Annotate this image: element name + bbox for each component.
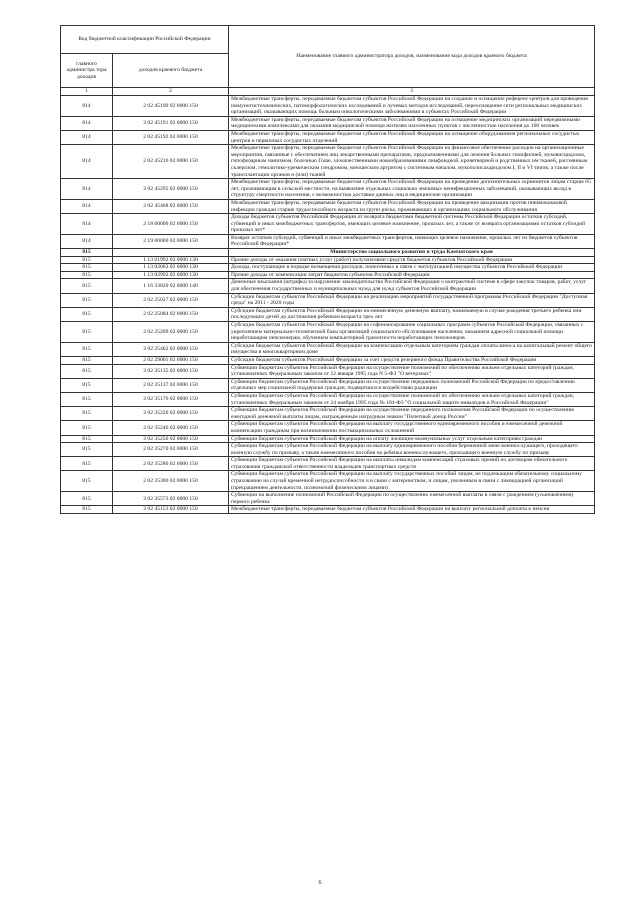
revenue-name-cell: Возврат остатков субсидий, субвенций и иных межбюджетных трансфертов, имеющих целевое назначение, прошлых лет из бюджетов субъектов Российской Федерации* <box>229 234 595 248</box>
admin-code-cell: 814 <box>61 179 113 200</box>
table-row <box>61 407 595 421</box>
header-col1-num: 1 <box>61 88 113 96</box>
table-row <box>61 356 595 364</box>
revenue-name-cell: Межбюджетные трансферты, передаваемые бюджетам субъектов Российской Федерации на проведение дополнительных скринингов лицам старше 65 лет, проживающим в сельской местности, на выявление отдельных социально значимых неинфекционных заболеваний, оказывающих вклад в структуру смертности населения, с возможностью доставки данных лиц в медицинские организации <box>229 179 595 200</box>
revenue-name-cell: Прочие доходы от компенсации затрат бюджетов субъектов Российской Федерации <box>229 271 595 279</box>
revenue-name-cell: Межбюджетные трансферты, передаваемые бюджетам субъектов Российской Федерации на выплату региональной доплаты к пенсии <box>229 506 595 514</box>
revenue-code-cell: 2 02 35270 02 0000 150 <box>113 443 229 457</box>
table-row <box>61 364 595 378</box>
revenue-code-cell: 2 02 45192 02 0000 150 <box>113 130 229 144</box>
admin-code-cell: 815 <box>61 392 113 406</box>
admin-code-cell: 815 <box>61 435 113 443</box>
header-col1-title: главного администра тора доходов <box>61 54 113 88</box>
table-row <box>61 342 595 356</box>
table-row <box>61 130 595 144</box>
revenue-code-cell: 2 02 35137 02 0000 150 <box>113 378 229 392</box>
table-row <box>61 322 595 343</box>
admin-code-cell: 815 <box>61 322 113 343</box>
revenue-code-cell: 2 02 45295 02 0000 150 <box>113 179 229 200</box>
table-row <box>61 378 595 392</box>
revenue-code-cell: 2 02 35176 02 0000 150 <box>113 392 229 406</box>
revenue-code-cell: 1 16 33020 02 0000 140 <box>113 279 229 293</box>
admin-code-cell: 815 <box>61 443 113 457</box>
header-col2-num: 2 <box>113 88 229 96</box>
admin-code-cell: 814 <box>61 234 113 248</box>
admin-code-cell: 815 <box>61 407 113 421</box>
revenue-code-cell: 1 13 01992 02 0000 130 <box>113 256 229 264</box>
table-row <box>61 179 595 200</box>
revenue-name-cell: Субвенции бюджетам субъектов Российской Федерации на выплату государственного единовременного пособия и ежемесячной денежной компенсации гражданам при возникновении поствакцинальных осложнений <box>229 421 595 435</box>
header-col2-title: доходов краевого бюджета <box>113 54 229 88</box>
revenue-classification-table <box>60 25 595 514</box>
table-row <box>61 307 595 321</box>
admin-code-cell: 815 <box>61 271 113 279</box>
revenue-name-cell: Доходы бюджетов субъектов Российской Федерации от возврата бюджетами бюджетной системы Российской Федерации остатков субсидий, субвенций и иных межбюджетных трансфертов, имеющих целевое назначение, прошлых лет, а также от возврата организациями остатков субсидий прошлых лет* <box>229 214 595 235</box>
revenue-code-cell: 2 02 35240 02 0000 150 <box>113 421 229 435</box>
revenue-name-cell: Субсидии бюджетам субъектов Российской Федерации за счет средств резервного фонда Правительства Российской Федерации <box>229 356 595 364</box>
table-row <box>61 443 595 457</box>
admin-code-cell: 815 <box>61 364 113 378</box>
revenue-name-cell: Межбюджетные трансферты, передаваемые бюджетам субъектов Российской Федерации на проведение вакцинации против пневмококковой инфекции граждан старше трудоспособного возраста из групп риска, проживающих в организациях социального обслуживания <box>229 199 595 213</box>
table-row <box>61 435 595 443</box>
table-row <box>61 271 595 279</box>
table-row <box>61 471 595 492</box>
table-body <box>61 96 595 514</box>
revenue-name-cell: Субвенции бюджетам субъектов Российской Федерации на осуществление полномочий по обеспечению жильем отдельных категорий граждан, установленных Федеральным законом от 24 ноября 1995 года № 181-ФЗ "О социальной защите инвалидов в Российской Федерации" <box>229 392 595 406</box>
revenue-code-cell: 2 02 35250 02 0000 150 <box>113 435 229 443</box>
admin-code-cell: 815 <box>61 293 113 307</box>
table-row <box>61 392 595 406</box>
table-row <box>61 145 595 179</box>
header-col3-title: Наименование главного администратора доходов, наименование кода доходов краевого бюджета <box>229 26 595 88</box>
revenue-code-cell: 2 02 25462 02 0000 150 <box>113 342 229 356</box>
admin-code-cell: 814 <box>61 130 113 144</box>
table-row <box>61 214 595 235</box>
revenue-name-cell: Субвенции бюджетам субъектов Российской Федерации на осуществление переданного полномочия Российской Федерации по осуществлению ежегодной денежной выплаты лицам, награжденным нагрудным знаком "Почетный донор России" <box>229 407 595 421</box>
revenue-name-cell: Субвенции бюджетам субъектов Российской Федерации на выплату государственных пособий лицам, не подлежащим обязательному социальному страхованию на случай временной нетрудоспособности и в связи с материнством, и лицам, уволенным в связи с ликвидацией организаций (прекращением деятельности, полномочий физическими лицами) <box>229 471 595 492</box>
admin-code-cell: 814 <box>61 116 113 130</box>
admin-code-cell: 815 <box>61 492 113 506</box>
revenue-name-cell: Субвенции бюджетам субъектов Российской Федерации на осуществление переданных полномочий Российской Федерации по предоставлению отдельных мер социальной поддержки граждан, подвергшихся воздействию радиации <box>229 378 595 392</box>
table-row <box>61 279 595 293</box>
table-row <box>61 492 595 506</box>
table-row <box>61 234 595 248</box>
header-group-title: Код бюджетной классификации Российской Федерации <box>61 26 229 54</box>
revenue-name-cell: Субсидии бюджетам субъектов Российской Федерации на реализацию мероприятий государственной программы Российской Федерации "Доступная среда" на 2011 - 2020 годы <box>229 293 595 307</box>
admin-code-cell: 815 <box>61 356 113 364</box>
revenue-name-cell: Денежные взыскания (штрафы) за нарушение законодательства Российской Федерации о контрактной системе в сфере закупок товаров, работ, услуг для обеспечения государственных и муниципальных нужд для нужд субъектов Российской Федерации <box>229 279 595 293</box>
revenue-name-cell: Прочие доходы от оказания платных услуг (работ) получателями средств бюджетов субъектов Российской Федерации <box>229 256 595 264</box>
admin-code-cell: 815 <box>61 457 113 471</box>
table-row <box>61 421 595 435</box>
table-row <box>61 457 595 471</box>
admin-code-cell: 815 <box>61 279 113 293</box>
table-row <box>61 116 595 130</box>
revenue-code-cell: 2 18 00000 02 0000 150 <box>113 214 229 235</box>
revenue-name-cell: Межбюджетные трансферты, передаваемые бюджетам субъектов Российской Федерации на оснащение оборудованием региональных сосудистых центров и первичных сосудистых отделений <box>229 130 595 144</box>
revenue-code-cell <box>113 249 229 257</box>
revenue-name-cell: Субсидии бюджетам субъектов Российской Федерации на компенсацию отдельным категориям граждан оплаты взноса на капитальный ремонт общего имущества в многоквартирном доме <box>229 342 595 356</box>
revenue-name-cell: Субсидии бюджетам субъектов Российской Федерации на ежемесячную денежную выплату, назначаемую в случае рождения третьего ребенка или последующих детей до достижения ребенком возраста трех лет <box>229 307 595 321</box>
revenue-name-cell: Межбюджетные трансферты, передаваемые бюджетам субъектов Российской Федерации на финансовое обеспечение расходов на организационные мероприятия, связанные с обеспечением лиц лекарственными препаратами, предназначенными для лечения больных гемофилией, муковисцидозом, гипофизарным нанизмом, болезнью Гоше, злокачественными новообразованиями лимфоидной, кроветворной и родственных им тканей, рассеянным склерозом, гемолитико-уремическим синдромом, юношеским артритом с системным началом, мукополисахаридозом I, II и VI типов, а также после трансплантации органов и (или) тканей <box>229 145 595 179</box>
revenue-code-cell: 2 19 00000 02 0000 150 <box>113 234 229 248</box>
revenue-code-cell: 2 02 45153 02 0000 150 <box>113 506 229 514</box>
table-row <box>61 506 595 514</box>
table-row <box>61 256 595 264</box>
revenue-code-cell: 2 02 29001 02 0000 150 <box>113 356 229 364</box>
admin-code-cell: 815 <box>61 256 113 264</box>
revenue-name-cell: Министерство социального развития и труда Камчатского края <box>229 249 595 257</box>
table-row <box>61 199 595 213</box>
admin-code-cell: 815 <box>61 378 113 392</box>
revenue-code-cell: 2 02 25209 02 0000 150 <box>113 322 229 343</box>
table-row <box>61 264 595 272</box>
admin-code-cell: 815 <box>61 249 113 257</box>
admin-code-cell: 814 <box>61 145 113 179</box>
admin-code-cell: 815 <box>61 264 113 272</box>
revenue-code-cell: 2 02 35220 02 0000 150 <box>113 407 229 421</box>
revenue-name-cell: Субсидии бюджетам субъектов Российской Федерации на софинансирование социальных программ субъектов Российской Федерации, связанных с укреплением материально-технической базы организаций социального обслуживания населения, оказанием адресной социальной помощи неработающим пенсионерам, обучением компьютерной грамотности неработающих пенсионеров <box>229 322 595 343</box>
revenue-code-cell: 2 02 35573 02 0000 150 <box>113 492 229 506</box>
revenue-code-cell: 2 02 35135 02 0000 150 <box>113 364 229 378</box>
admin-code-cell: 814 <box>61 199 113 213</box>
admin-code-cell: 815 <box>61 471 113 492</box>
revenue-code-cell: 2 02 45468 02 0000 150 <box>113 199 229 213</box>
revenue-code-cell: 2 02 45190 02 0000 150 <box>113 96 229 117</box>
revenue-name-cell: Доходы, поступающие в порядке возмещения расходов, понесенных в связи с эксплуатацией имущества субъектов Российской Федерации <box>229 264 595 272</box>
revenue-code-cell: 2 02 25084 02 0000 150 <box>113 307 229 321</box>
admin-code-cell: 814 <box>61 214 113 235</box>
admin-code-cell: 815 <box>61 342 113 356</box>
revenue-name-cell: Субвенции на выполнение полномочий Российской Федерации по осуществлению ежемесячной выплаты в связи с рождением (усыновлением) первого ребенка <box>229 492 595 506</box>
revenue-name-cell: Субвенции бюджетам субъектов Российской Федерации на оплату жилищно-коммунальных услуг отдельным категориям граждан <box>229 435 595 443</box>
page-number: 6 <box>318 880 322 886</box>
admin-code-cell: 815 <box>61 421 113 435</box>
revenue-name-cell: Межбюджетные трансферты, передаваемые бюджетам субъектов Российской Федерации на создание и оснащение референс-центров для проведения иммуногистохимических, патоморфологических исследований и лучевых методов исследований, переоснащение сети региональных медицинских организаций, оказывающих помощь больным онкологическими заболеваниями в субъектах Российской Федерации <box>229 96 595 117</box>
revenue-name-cell: Межбюджетные трансферты, передаваемые бюджетам субъектов Российской Федерации на оснащение медицинских организаций передвижными медицинскими комплексами для оказания медицинской помощи жителям населенных пунктов с численностью населения до 100 человек <box>229 116 595 130</box>
revenue-name-cell: Субвенции бюджетам субъектов Российской Федерации на осуществление полномочий по обеспечению жильем отдельных категорий граждан, установленных Федеральным законом от 12 января 1995 года N 5-ФЗ "О ветеранах" <box>229 364 595 378</box>
table-row <box>61 293 595 307</box>
admin-code-cell: 815 <box>61 506 113 514</box>
admin-code-cell: 814 <box>61 96 113 117</box>
revenue-name-cell: Субвенции бюджетам субъектов Российской Федерации на выплаты инвалидам компенсаций страховых премий по договорам обязательного страхования гражданской ответственности владельцев транспортных средств <box>229 457 595 471</box>
section-header-row <box>61 249 595 257</box>
revenue-code-cell: 2 02 45216 02 0000 150 <box>113 145 229 179</box>
revenue-code-cell: 2 02 35280 02 0000 150 <box>113 457 229 471</box>
revenue-code-cell: 2 02 45191 02 0000 150 <box>113 116 229 130</box>
revenue-name-cell: Субвенции бюджетам субъектов Российской Федерации на выплату единовременного пособия беременной жене военнослужащего, проходящего военную службу по призыву, а также ежемесячного пособия на ребенка военнослужащего, проходящего военную службу по призыву <box>229 443 595 457</box>
admin-code-cell: 815 <box>61 307 113 321</box>
revenue-code-cell: 2 02 25027 02 0000 150 <box>113 293 229 307</box>
revenue-code-cell: 1 13 02992 02 0000 130 <box>113 271 229 279</box>
revenue-code-cell: 2 02 35380 02 0000 150 <box>113 471 229 492</box>
header-col3-num: 3 <box>229 88 595 96</box>
table-row <box>61 96 595 117</box>
revenue-code-cell: 1 13 02062 02 0000 130 <box>113 264 229 272</box>
